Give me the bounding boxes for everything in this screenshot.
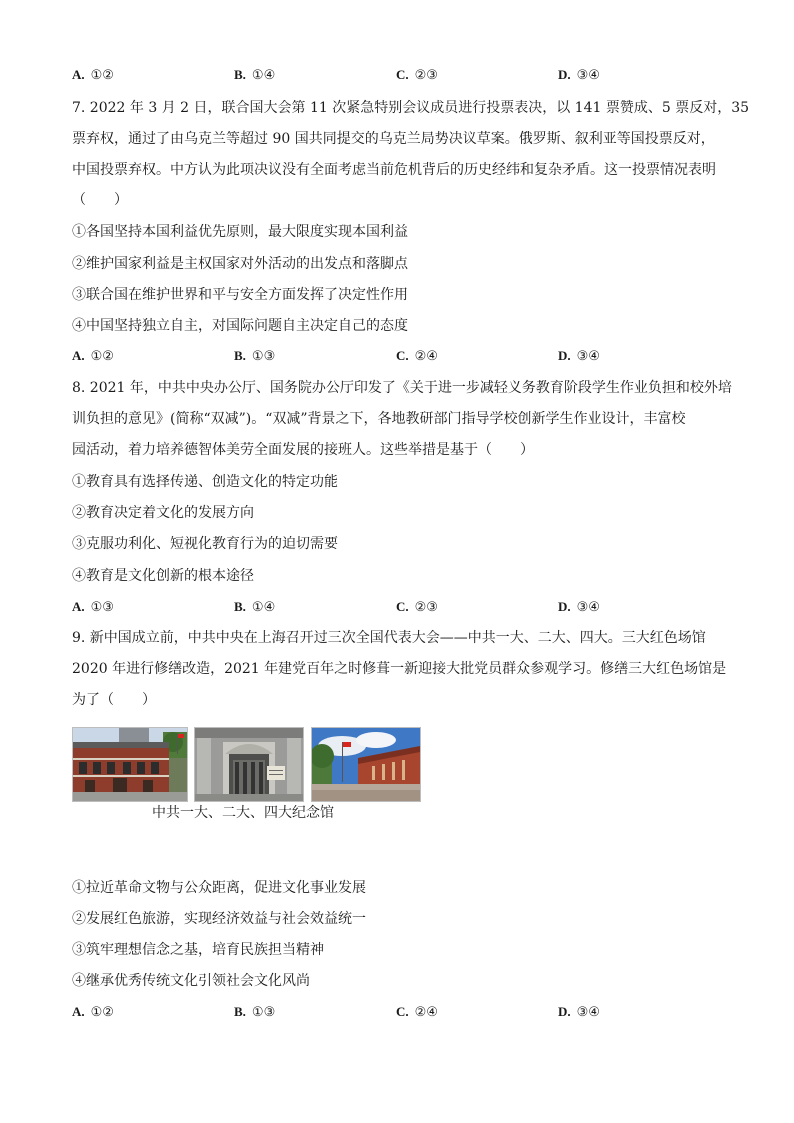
q9-item-3: ③筑牢理想信念之基，培育民族担当精神 (72, 942, 324, 958)
memorial-photo-fourth-congress (311, 727, 421, 802)
stone-gate-image (195, 728, 303, 801)
memorial-photo-second-congress (194, 727, 304, 802)
q7-stem-line: 中国投票弃权。中方认为此项决议没有全面考虑当前危机背后的历史经纬和复杂矛盾。这一投票情况表明 (72, 162, 716, 178)
q7-options (72, 346, 722, 366)
q9-stem-line: 9. 新中国成立前，中共中央在上海召开过三次全国代表大会——中共一大、二大、四大。三大红色场馆 (72, 630, 706, 646)
q7-option-c[interactable]: C. ②④ (396, 348, 438, 364)
q9-option-d[interactable]: D. ③④ (558, 1004, 600, 1020)
q9-stem-line: 2020 年进行修缮改造，2021 年建党百年之时修葺一新迎接大批党员群众参观学习。修缮三大红色场馆是 (72, 661, 727, 677)
q7-item-2: ②维护国家利益是主权国家对外活动的出发点和落脚点 (72, 256, 408, 272)
q8-stem-line: 8. 2021 年，中共中央办公厅、国务院办公厅印发了《关于进一步减轻义务教育阶段学生作业负担和校外培 (72, 380, 732, 396)
q9-item-2: ②发展红色旅游，实现经济效益与社会效益统一 (72, 911, 366, 927)
red-wall-memorial-image (312, 728, 420, 801)
q7-stem-line: 票弃权，通过了由乌克兰等超过 90 国共同提交的乌克兰局势决议草案。俄罗斯、叙利亚等国投票反对， (72, 131, 715, 147)
q9-option-b[interactable]: B. ①③ (234, 1004, 276, 1020)
q8-option-c[interactable]: C. ②③ (396, 599, 438, 615)
q8-item-4: ④教育是文化创新的根本途径 (72, 568, 254, 584)
q8-options (72, 597, 722, 617)
q8-item-1: ①教育具有选择传递、创造文化的特定功能 (72, 474, 338, 490)
q8-item-2: ②教育决定着文化的发展方向 (72, 505, 254, 521)
memorial-photo-first-congress (72, 727, 188, 802)
q8-option-a[interactable]: A. ①③ (72, 599, 114, 615)
q9-stem-line: 为了（ ） (72, 692, 156, 708)
photo-caption: 中共一大、二大、四大纪念馆 (152, 805, 334, 821)
q7-item-4: ④中国坚持独立自主，对国际问题自主决定自己的态度 (72, 318, 408, 334)
q7-item-3: ③联合国在维护世界和平与安全方面发挥了决定性作用 (72, 287, 408, 303)
q7-option-b[interactable]: B. ①③ (234, 348, 276, 364)
q7-option-a[interactable]: A. ①② (72, 348, 114, 364)
q9-item-4: ④继承优秀传统文化引领社会文化风尚 (72, 973, 310, 989)
q6-option-c[interactable]: C. ②③ (396, 67, 438, 83)
q7-item-1: ①各国坚持本国利益优先原则，最大限度实现本国利益 (72, 224, 408, 240)
q6-option-a[interactable]: A. ①② (72, 67, 114, 83)
q8-option-d[interactable]: D. ③④ (558, 599, 600, 615)
q8-stem-line: 园活动，着力培养德智体美劳全面发展的接班人。这些举措是基于（ ） (72, 442, 534, 458)
q8-stem-line: 训负担的意见》(简称“双减”)。“双减”背景之下，各地教研部门指导学校创新学生作业设计，丰富校 (72, 411, 686, 427)
q9-option-c[interactable]: C. ②④ (396, 1004, 438, 1020)
brick-building-image (73, 728, 187, 801)
q8-item-3: ③克服功利化、短视化教育行为的迫切需要 (72, 536, 338, 552)
q6-option-d[interactable]: D. ③④ (558, 67, 600, 83)
q7-option-d[interactable]: D. ③④ (558, 348, 600, 364)
q6-options (72, 65, 722, 85)
q6-option-b[interactable]: B. ①④ (234, 67, 276, 83)
q9-item-1: ①拉近革命文物与公众距离，促进文化事业发展 (72, 880, 366, 896)
q8-option-b[interactable]: B. ①④ (234, 599, 276, 615)
q9-options (72, 1002, 722, 1022)
q7-stem-line: 7. 2022 年 3 月 2 日，联合国大会第 11 次紧急特别会议成员进行投票表决，以 141 票赞成、5 票反对，35 (72, 100, 750, 116)
q7-answer-blank: （ ） (72, 192, 128, 208)
q9-option-a[interactable]: A. ①② (72, 1004, 114, 1020)
